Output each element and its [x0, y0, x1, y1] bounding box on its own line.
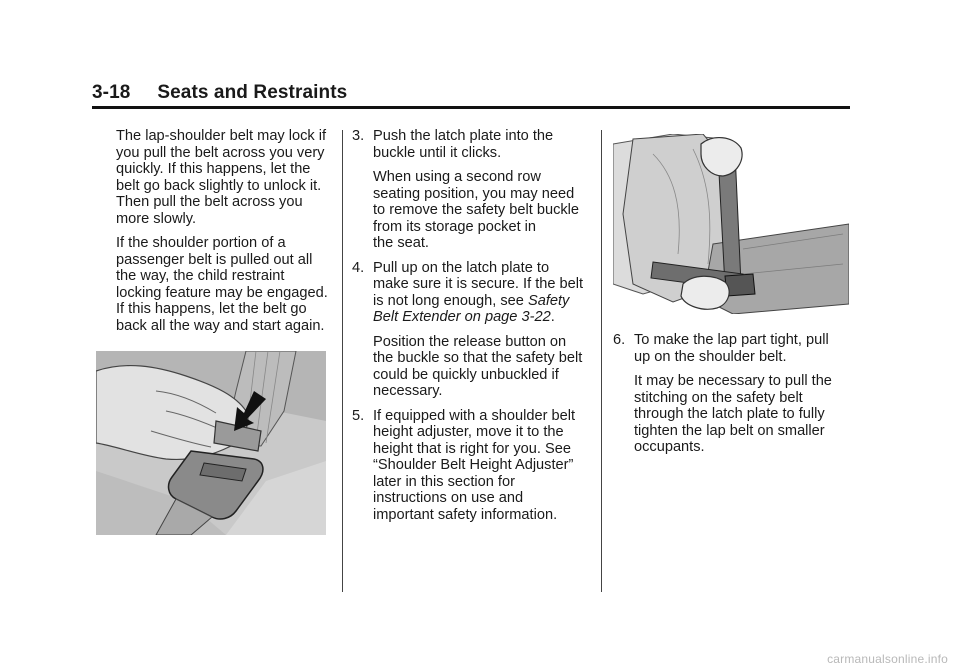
step-3 [352, 128, 597, 252]
column-3 [613, 332, 853, 464]
tighten-lap-belt-illustration [613, 134, 849, 314]
column-2 [352, 128, 597, 531]
page-header-text [92, 82, 347, 104]
step-3-text: Push the latch plate into the buckle until it clicks. [373, 128, 554, 161]
page-number: 3-18 [92, 82, 131, 103]
step-4-number: 4. [352, 259, 365, 276]
step-6-text: To make the lap part tight, pull up on the shoulder belt. [634, 332, 829, 365]
step-5-text: If equipped with a shoulder belt height adjuster, move it to the height that is right for you. See “Shoulder Belt Height Adjuster” later in this section for instructions on use and important safety information. [373, 407, 576, 523]
step-4 [352, 260, 597, 400]
page-header [92, 80, 850, 109]
step-4-note: Position the release button on the buckle so that the safety belt could be quickly unbuckled if necessary. [373, 333, 583, 399]
step-4-text-pre: Pull up on the latch plate to make sure it is secure. If the belt is not long enough, see [373, 259, 584, 309]
safety-belt-extender-reference: Safety Belt Extender on page 3-22 [373, 292, 570, 325]
watermark: carmanualsonline.info [827, 652, 948, 666]
buckle-latch-illustration [96, 351, 326, 535]
column-divider-1 [342, 130, 343, 592]
section-title: Seats and Restraints [157, 82, 348, 103]
column-divider-2 [601, 130, 602, 592]
step-3-number: 3. [352, 128, 365, 144]
column-1 [116, 128, 338, 342]
step-5-number: 5. [352, 407, 365, 424]
step-6-number: 6. [613, 332, 626, 348]
step-5 [352, 408, 597, 524]
paragraph-belt-lock: The lap-shoulder belt may lock if you pull the belt across you very quickly. If this happens, let the belt go back slightly to unlock it. Then pull the belt across you more slowly. [116, 128, 327, 227]
step-6 [613, 332, 853, 456]
step-4-text-post: . [550, 309, 555, 325]
step-3-note: When using a second row seating position, you may need to remove the safety belt buckle from its storage pocket in the seat. [373, 169, 580, 251]
step-4-text [373, 260, 597, 326]
paragraph-child-restraint: If the shoulder portion of a passenger belt is pulled out all the way, the child restraint locking feature may be engaged. If this happens, let the belt go back all the way and start again. [116, 235, 328, 334]
step-6-note: It may be necessary to pull the stitching on the safety belt through the latch plate to fully tighten the lap belt on smaller occupants. [634, 373, 832, 455]
